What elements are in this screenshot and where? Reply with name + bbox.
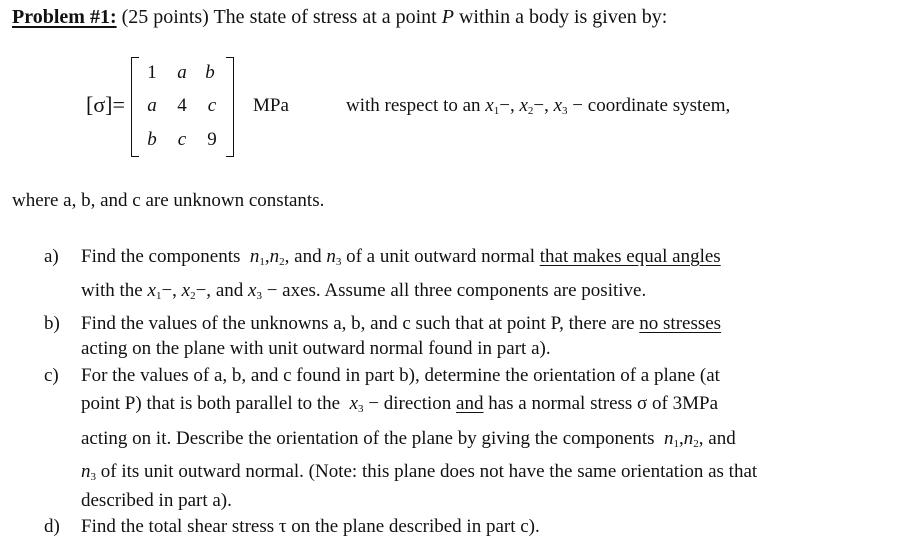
matrix-units: MPa	[253, 95, 289, 116]
sigma-lhs: [σ]=	[86, 92, 125, 117]
part-c-line-4: $n_3$ of its unit outward normal. (Note: this plane does not have the same orientation as that	[81, 461, 758, 483]
matrix-cell-33: 9	[207, 129, 217, 150]
part-d-line-1: Find the total shear stress τ on the plane described in part c).	[81, 516, 540, 537]
matrix-cell-32: c	[177, 129, 187, 150]
matrix-cell-13: b	[205, 62, 215, 83]
problem-points: (25 points)	[121, 6, 209, 28]
part-c-line-1: For the values of a, b, and c found in part b), determine the orientation of a plane (at	[81, 365, 720, 386]
part-b-line-1: Find the values of the unknowns a, b, and c such that at point P, there are no stresses	[81, 313, 722, 334]
problem-statement-post: within a body is given by:	[458, 6, 668, 28]
matrix-left-bracket	[131, 57, 139, 157]
part-c-line-3: acting on it. Describe the orientation of the plane by giving the components $n_1,n_2$, and	[81, 428, 736, 450]
point-variable: P	[441, 6, 454, 28]
part-c-line-2: point P) that is both parallel to the $x_3$ − direction and has a normal stress σ of 3MPa	[81, 393, 718, 415]
part-b-line-2: acting on the plane with unit outward normal found in part a).	[81, 338, 551, 359]
part-d-letter: d)	[44, 516, 60, 537]
problem-label: Problem #1:	[12, 6, 117, 28]
matrix-right-bracket	[226, 57, 234, 157]
problem-statement-pre: The state of stress at a point	[213, 6, 437, 28]
part-a-line-2: with the $x_1-$, $x_2-$, and $x_3$ − axes. Assume all three components are positive.	[81, 280, 647, 302]
unknowns-statement: where a, b, and c are unknown constants.	[12, 190, 325, 211]
matrix-cell-23: c	[207, 95, 217, 116]
part-a-line-1: Find the components $n_1,n_2$, and $n_3$ of a unit outward normal that makes equal angles	[81, 246, 721, 268]
matrix-cell-22: 4	[177, 95, 187, 116]
part-a-letter: a)	[44, 246, 59, 267]
coordinate-system-text: with respect to an $x_1-$, $x_2-$, $x_3$ − coordinate system,	[346, 95, 731, 117]
matrix-cell-21: a	[147, 95, 157, 116]
part-b-letter: b)	[44, 313, 60, 334]
matrix-cell-31: b	[147, 129, 157, 150]
problem-title	[12, 6, 667, 29]
matrix-cell-12: a	[177, 62, 187, 83]
part-c-line-5: described in part a).	[81, 490, 232, 511]
part-c-letter: c)	[44, 365, 59, 386]
matrix-cell-11: 1	[147, 62, 157, 83]
